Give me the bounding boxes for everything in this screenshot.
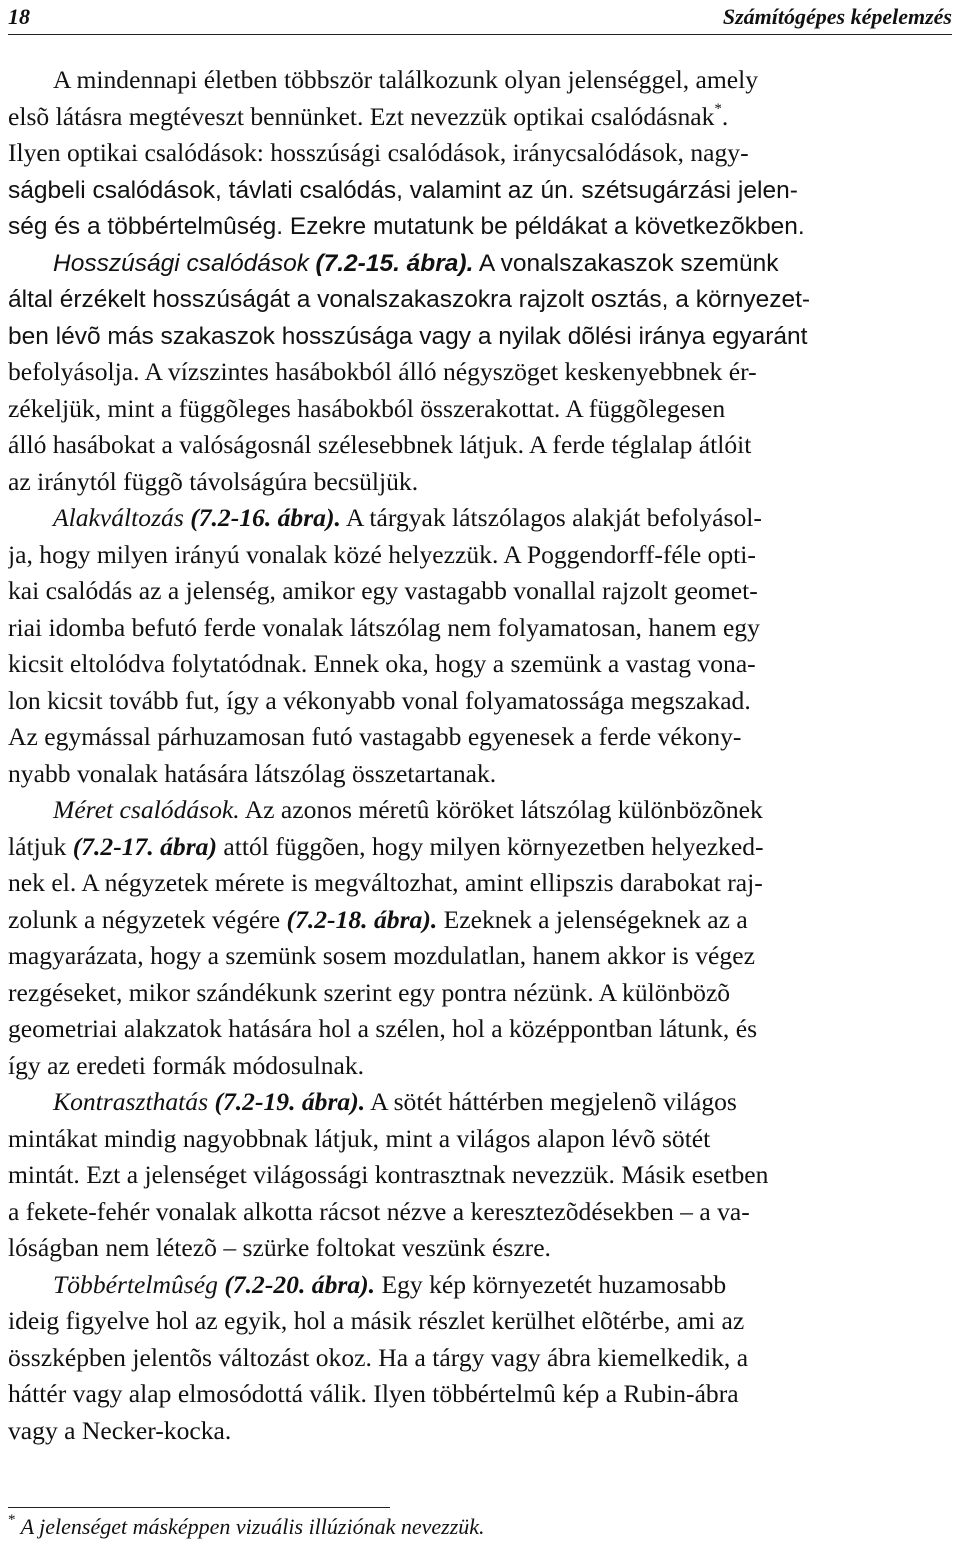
text-line: zékeljük, mint a függõleges hasábokból összerakottat. A függõlegesen: [8, 393, 726, 423]
figure-ref: (7.2-18. ábra).: [286, 904, 438, 934]
text-line: riai idomba befutó ferde vonalak látszólag nem folyamatosan, hanem egy: [8, 612, 760, 642]
text-line: ja, hogy milyen irányú vonalak közé helyezzük. A Poggendorff-féle opti-: [8, 539, 756, 569]
text-line: lóságban nem létezõ – szürke foltokat veszünk észre.: [8, 1233, 551, 1262]
text-line: lon kicsit tovább fut, így a vékonyabb vonal folyamatossága megszakad.: [8, 685, 751, 715]
figure-ref: (7.2-19. ábra).: [214, 1087, 366, 1116]
section-term: Hosszúsági csalódások: [53, 249, 310, 277]
text-line: magyarázata, hogy a szemünk sosem mozdulatlan, hanem akkor is végez: [8, 941, 755, 970]
page-number: 18: [8, 4, 30, 29]
text-line: által érzékelt hosszúságát a vonalszakaszokra rajzolt osztás, a környezet-: [8, 286, 811, 313]
section-term: Kontraszthatás: [53, 1087, 209, 1116]
text-line: a fekete-fehér vonalak alkotta rácsot nézve a keresztezõdésekben – a va-: [8, 1196, 750, 1226]
text-line: ben lévõ más szakaszok hosszúsága vagy a nyilak dõlési iránya egyaránt: [8, 322, 808, 350]
figure-ref: (7.2-20. ábra).: [224, 1269, 376, 1299]
text-line: Hosszúsági csalódások (7.2-15. ábra). A vonalszakaszok szemünk: [53, 249, 779, 277]
footnote-text: A jelenséget másképpen vizuális illúziónak nevezzük.: [15, 1514, 485, 1539]
text-line: elsõ látásra megtéveszt bennünket. Ezt nevezzük optikai csalódásnak*.: [8, 100, 729, 131]
text-line: Alakváltozás (7.2-16. ábra). A tárgyak látszólagos alakját befolyásol-: [53, 503, 762, 532]
footnote: [8, 1514, 485, 1540]
text-line: mintát. Ezt a jelenséget világossági kontrasztnak nevezzük. Másik esetben: [8, 1160, 769, 1189]
text-line: zolunk a négyzetek végére (7.2-18. ábra). Ezeknek a jelenségeknek az a: [8, 904, 748, 934]
running-title: Számítógépes képelemzés: [722, 4, 952, 29]
figure-ref: (7.2-15. ábra).: [315, 249, 474, 277]
text-line: befolyásolja. A vízszintes hasábokból álló négyszöget keskenyebbnek ér-: [8, 357, 757, 386]
footnote-marker: *: [714, 100, 722, 117]
text-line: A mindennapi életben többször találkozunk olyan jelenséggel, amely: [53, 65, 759, 94]
text-line: látjuk (7.2-17. ábra) attól függõen, hogy milyen környezetben helyezked-: [8, 831, 764, 861]
text-line: Az egymással párhuzamosan futó vastagabb egyenesek a ferde vékony-: [8, 722, 742, 751]
text-line: nyabb vonalak hatására látszólag összetartanak.: [8, 758, 497, 788]
section-term: Méret csalódások.: [53, 795, 240, 824]
text-line: mintákat mindig nagyobbnak látjuk, mint a világos alapon lévõ sötét: [8, 1123, 711, 1153]
text-line: vagy a Necker-kocka.: [8, 1415, 232, 1445]
footnote-marker: *: [8, 1512, 16, 1528]
text-line: így az eredeti formák módosulnak.: [8, 1050, 365, 1080]
text-line: ideig figyelve hol az egyik, hol a másik részlet kerülhet elõtérbe, ami az: [8, 1306, 745, 1335]
text-line: Méret csalódások. Az azonos méretû köröket látszólag különbözõnek: [53, 795, 763, 824]
text-line: rezgéseket, mikor szándékunk szerint egy pontra nézünk. A különbözõ: [8, 977, 731, 1007]
text-line: Ilyen optikai csalódások: hosszúsági csalódások, iránycsalódások, nagy-: [8, 138, 749, 167]
section-term: Többértelmûség: [53, 1269, 218, 1299]
text-line: Kontraszthatás (7.2-19. ábra). A sötét háttérben megjelenõ világos: [53, 1087, 737, 1116]
figure-ref: (7.2-16. ábra).: [190, 503, 341, 532]
text-line: összképben jelentõs változást okoz. Ha a tárgy vagy ábra kiemelkedik, a: [8, 1342, 749, 1372]
page-header: [8, 0, 952, 35]
footnote-divider: [8, 1507, 390, 1508]
text-line: geometriai alakzatok hatására hol a szélen, hol a középpontban látunk, és: [8, 1014, 758, 1043]
text-line: ség és a többértelmûség. Ezekre mutatunk be példákat a következõkben.: [8, 213, 805, 240]
text-line: ságbeli csalódások, távlati csalódás, valamint az ún. szétsugárzási jelen-: [8, 176, 798, 204]
text-line: az iránytól függõ távolságúra becsüljük.: [8, 466, 419, 496]
section-term: Alakváltozás: [53, 503, 184, 532]
figure-ref: (7.2-17. ábra): [72, 831, 217, 861]
text-line: kai csalódás az a jelenség, amikor egy vastagabb vonallal rajzolt geomet-: [8, 576, 758, 605]
text-line: nek el. A négyzetek mérete is megváltozhat, amint ellipszis darabokat raj-: [8, 868, 763, 897]
text-line: háttér vagy alap elmosódottá válik. Ilyen többértelmû kép a Rubin-ábra: [8, 1379, 739, 1408]
text-line: kicsit eltolódva folytatódnak. Ennek oka, hogy a szemünk a vastag vona-: [8, 649, 756, 678]
body-text: [8, 62, 958, 1449]
text-line: Többértelmûség (7.2-20. ábra). Egy kép környezetét huzamosabb: [53, 1269, 727, 1299]
text-line: álló hasábokat a valóságosnál szélesebbnek látjuk. A ferde téglalap átlóit: [8, 430, 752, 459]
